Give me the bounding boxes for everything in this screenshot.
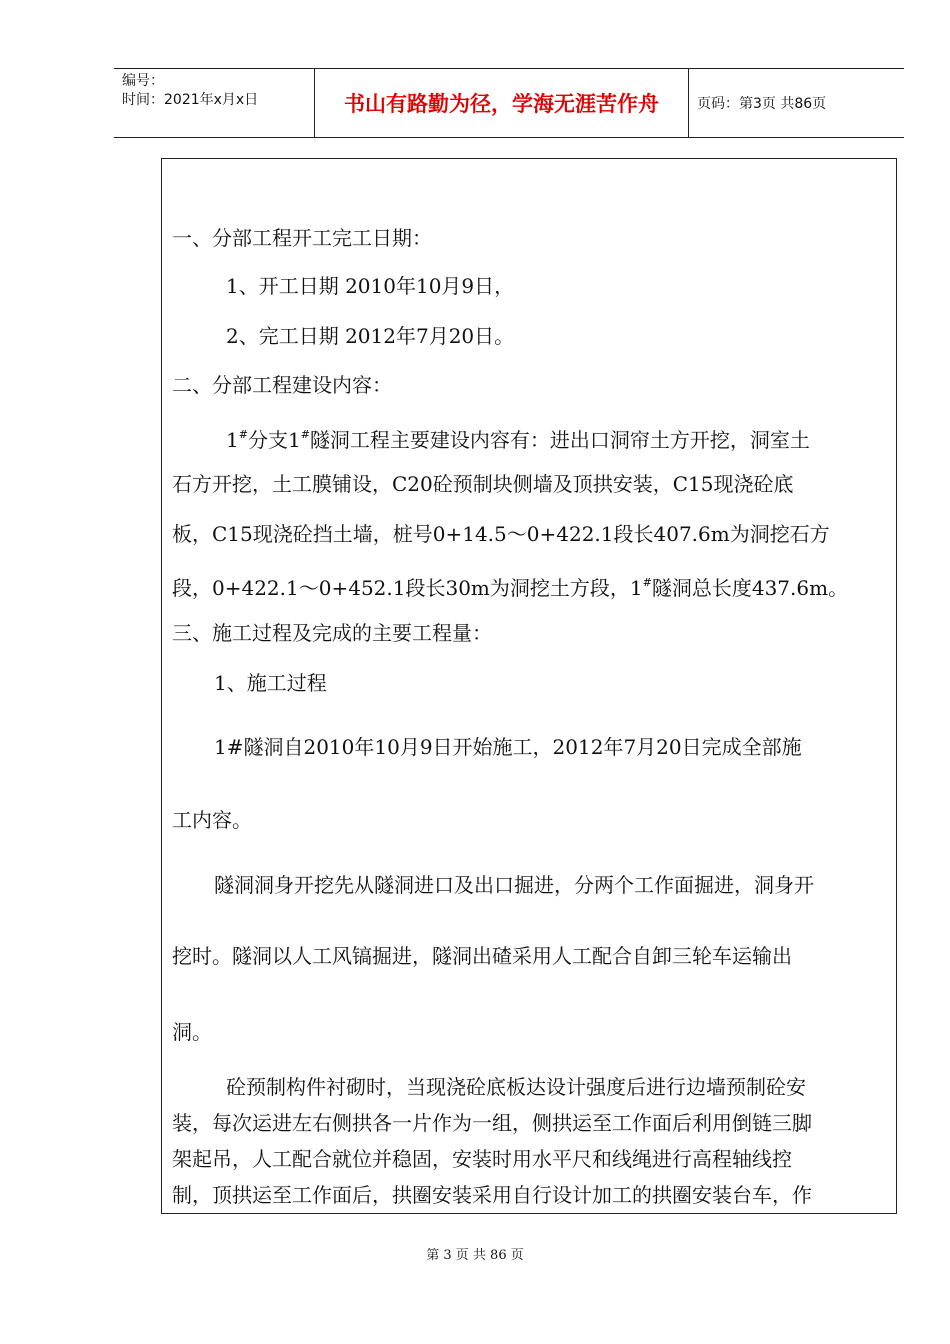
para2-line-3: 洞。 [172, 1020, 212, 1044]
para2-line-1: 隧洞洞身开挖先从隧洞进口及出口掘进，分两个工作面掘进，洞身开 [214, 873, 814, 897]
end-date: 2、完工日期 2012年7月20日。 [226, 324, 515, 348]
header-meta [114, 69, 315, 137]
content-line-1: 1#分支1#隧洞工程主要建设内容有：进出口洞帘土方开挖，洞室土 [226, 428, 810, 452]
para3-line-4: 制，顶拱运至工作面后，拱圈安装采用自行设计加工的拱圈安装台车，作 [172, 1183, 812, 1207]
header-page-label: 页码：第3页 共86页 [697, 96, 827, 112]
content-frame [161, 158, 897, 1214]
content-line-3: 板，C15现浇砼挡土墙，桩号0+14.5～0+422.1段长407.6m为洞挖石方 [172, 522, 830, 546]
para1-line-1: 1#隧洞自2010年10月9日开始施工，2012年7月20日完成全部施 [214, 735, 802, 759]
header-motto: 书山有路勤为径，学海无涯苦作舟 [315, 69, 689, 137]
start-date: 1、开工日期 2010年10月9日， [226, 274, 515, 298]
section-heading-1: 一、分部工程开工完工日期： [172, 226, 432, 250]
section-heading-3: 三、施工过程及完成的主要工程量： [172, 621, 492, 645]
serial-label: 编号： [122, 73, 164, 89]
page-header [114, 68, 904, 138]
para3-line-3: 架起吊，人工配合就位并稳固，安装时用水平尺和线绳进行高程轴线控 [172, 1147, 792, 1171]
time-label: 时间：2021年x月x日 [122, 92, 259, 108]
content-line-4: 段，0+422.1～0+452.1段长30m为洞挖土方段，1#隧洞总长度437.6m。 [172, 576, 849, 600]
page-footer: 第 3 页 共 86 页 [426, 1248, 524, 1263]
section-heading-2: 二、分部工程建设内容： [172, 373, 392, 397]
para3-line-1: 砼预制构件衬砌时，当现浇砼底板达设计强度后进行边墙预制砼安 [226, 1075, 806, 1099]
para1-line-2: 工内容。 [172, 808, 252, 832]
content-line-2: 石方开挖，土工膜铺设，C20砼预制块侧墙及顶拱安装，C15现浇砼底 [172, 472, 794, 496]
para2-line-2: 挖时。隧洞以人工风镐掘进，隧洞出碴采用人工配合自卸三轮车运输出 [172, 944, 792, 968]
subheading-process: 1、施工过程 [214, 671, 327, 695]
para3-line-2: 装，每次运进左右侧拱各一片作为一组，侧拱运至工作面后利用倒链三脚 [172, 1111, 812, 1135]
